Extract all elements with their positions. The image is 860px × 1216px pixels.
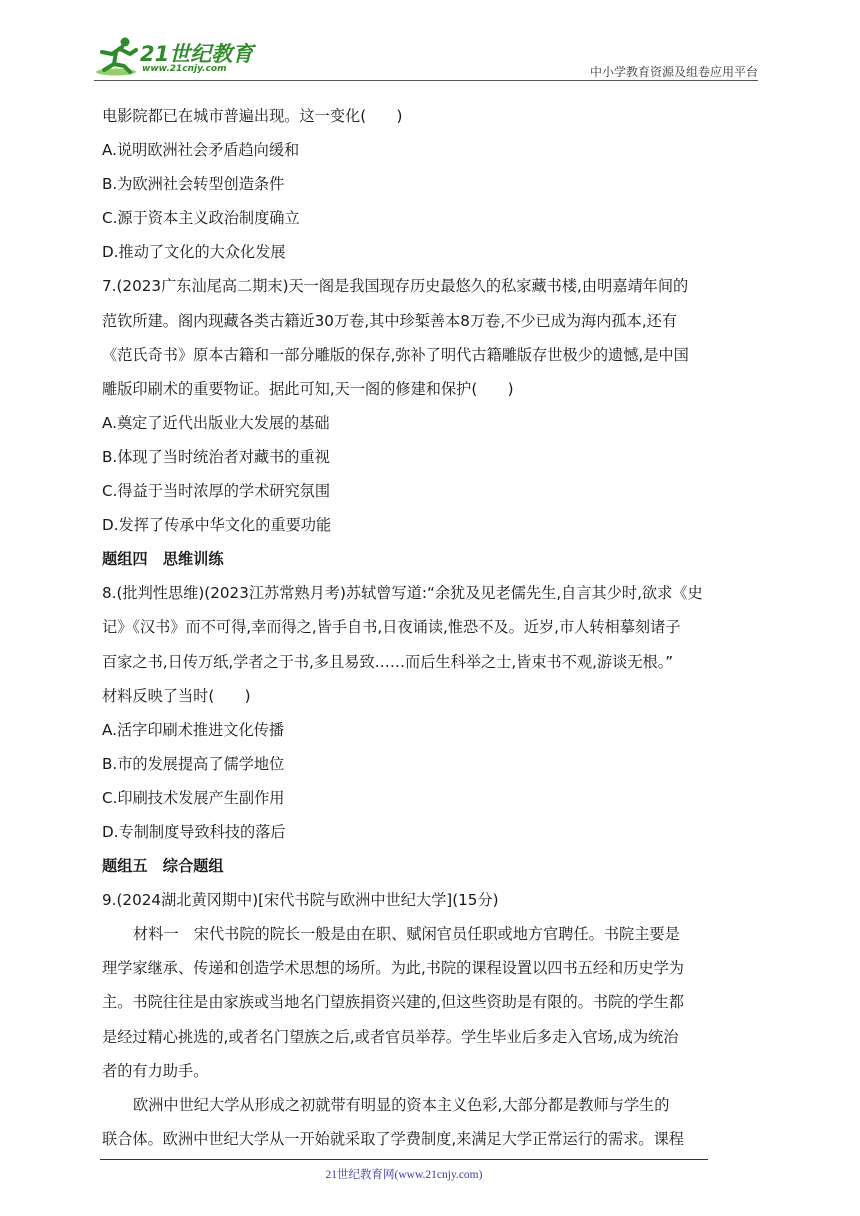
header-divider bbox=[94, 80, 758, 81]
option-c: C.印刷技术发展产生副作用 bbox=[102, 788, 285, 807]
question-7-line: 范钦所建。阁内现藏各类古籍近30万卷,其中珍椠善本8万卷,不少已成为海内孤本,还有 bbox=[102, 311, 678, 330]
material-paragraph-line: 欧洲中世纪大学从形成之初就带有明显的资本主义色彩,大部分都是教师与学生的 bbox=[133, 1095, 670, 1114]
option-b: B.为欧洲社会转型创造条件 bbox=[102, 175, 285, 194]
question-9-title: 9.(2024湖北黄冈期中)[宋代书院与欧洲中世纪大学](15分) bbox=[102, 891, 499, 910]
page-header bbox=[94, 34, 758, 80]
option-d: D.专制制度导致科技的落后 bbox=[102, 822, 286, 841]
logo-wordmark: 21世纪教育 bbox=[140, 42, 254, 66]
option-b: B.体现了当时统治者对藏书的重视 bbox=[102, 447, 330, 466]
question-7-line: 雕版印刷术的重要物证。据此可知,天一阁的修建和保护( ) bbox=[102, 379, 514, 398]
header-title: 中小学教育资源及组卷应用平台 bbox=[589, 65, 758, 79]
site-logo[interactable] bbox=[94, 34, 264, 78]
option-d: D.发挥了传承中华文化的重要功能 bbox=[102, 516, 332, 535]
question-8-line: 8.(批判性思维)(2023江苏常熟月考)苏轼曾写道:“余犹及见老儒先生,自言其少时,欲求《史 bbox=[102, 584, 703, 603]
document-body bbox=[102, 99, 766, 1156]
option-a: A.说明欧洲社会矛盾趋向缓和 bbox=[102, 141, 300, 160]
question-8-line: 记》《汉书》而不可得,幸而得之,皆手自书,日夜诵读,惟恐不及。近岁,市人转相摹刻诸子 bbox=[102, 618, 681, 637]
option-b: B.市的发展提高了儒学地位 bbox=[102, 754, 285, 773]
option-d: D.推动了文化的大众化发展 bbox=[102, 243, 286, 262]
option-a: A.奠定了近代出版业大发展的基础 bbox=[102, 413, 330, 432]
section-heading: 题组四 思维训练 bbox=[102, 550, 224, 569]
running-figure-icon bbox=[94, 34, 142, 78]
material-paragraph-line: 联合体。欧洲中世纪大学从一开始就采取了学费制度,来满足大学正常运行的需求。课程 bbox=[102, 1129, 684, 1148]
material-paragraph-line: 者的有力助手。 bbox=[102, 1061, 209, 1080]
logo-url: www.21cnjy.com bbox=[142, 64, 227, 74]
question-7-line: 《范氏奇书》原本古籍和一部分雕版的保存,弥补了明代古籍雕版存世极少的遗憾,是中国 bbox=[102, 345, 689, 364]
text-line: 电影院都已在城市普遍出现。这一变化( ) bbox=[102, 107, 403, 125]
option-a: A.活字印刷术推进文化传播 bbox=[102, 720, 285, 739]
material-paragraph-line: 是经过精心挑选的,或者名门望族之后,或者官员举荐。学生毕业后多走入官场,成为统治 bbox=[102, 1027, 679, 1046]
material-paragraph-line: 主。书院往往是由家族或当地名门望族捐资兴建的,但这些资助是有限的。书院的学生都 bbox=[102, 993, 684, 1012]
question-8-line: 材料反映了当时( ) bbox=[102, 686, 251, 705]
question-7-line: 7.(2023广东汕尾高二期末)天一阁是我国现存历史最悠久的私家藏书楼,由明嘉靖年间的 bbox=[102, 277, 689, 296]
material-paragraph-line: 理学家继承、传递和创造学术思想的场所。为此,书院的课程设置以四书五经和历史学为 bbox=[102, 959, 684, 978]
option-c: C.得益于当时浓厚的学术研究氛围 bbox=[102, 482, 331, 501]
question-8-line: 百家之书,日传万纸,学者之于书,多且易致……而后生科举之士,皆束书不观,游谈无根。” bbox=[102, 652, 674, 671]
section-heading: 题组五 综合题组 bbox=[102, 857, 224, 876]
option-c: C.源于资本主义政治制度确立 bbox=[102, 209, 300, 228]
footer-divider bbox=[100, 1159, 708, 1160]
page-footer[interactable]: 21世纪教育网(www.21cnjy.com) bbox=[325, 1169, 483, 1181]
material-paragraph-line: 材料一 宋代书院的院长一般是由在职、赋闲官员任职或地方官聘任。书院主要是 bbox=[133, 925, 680, 944]
